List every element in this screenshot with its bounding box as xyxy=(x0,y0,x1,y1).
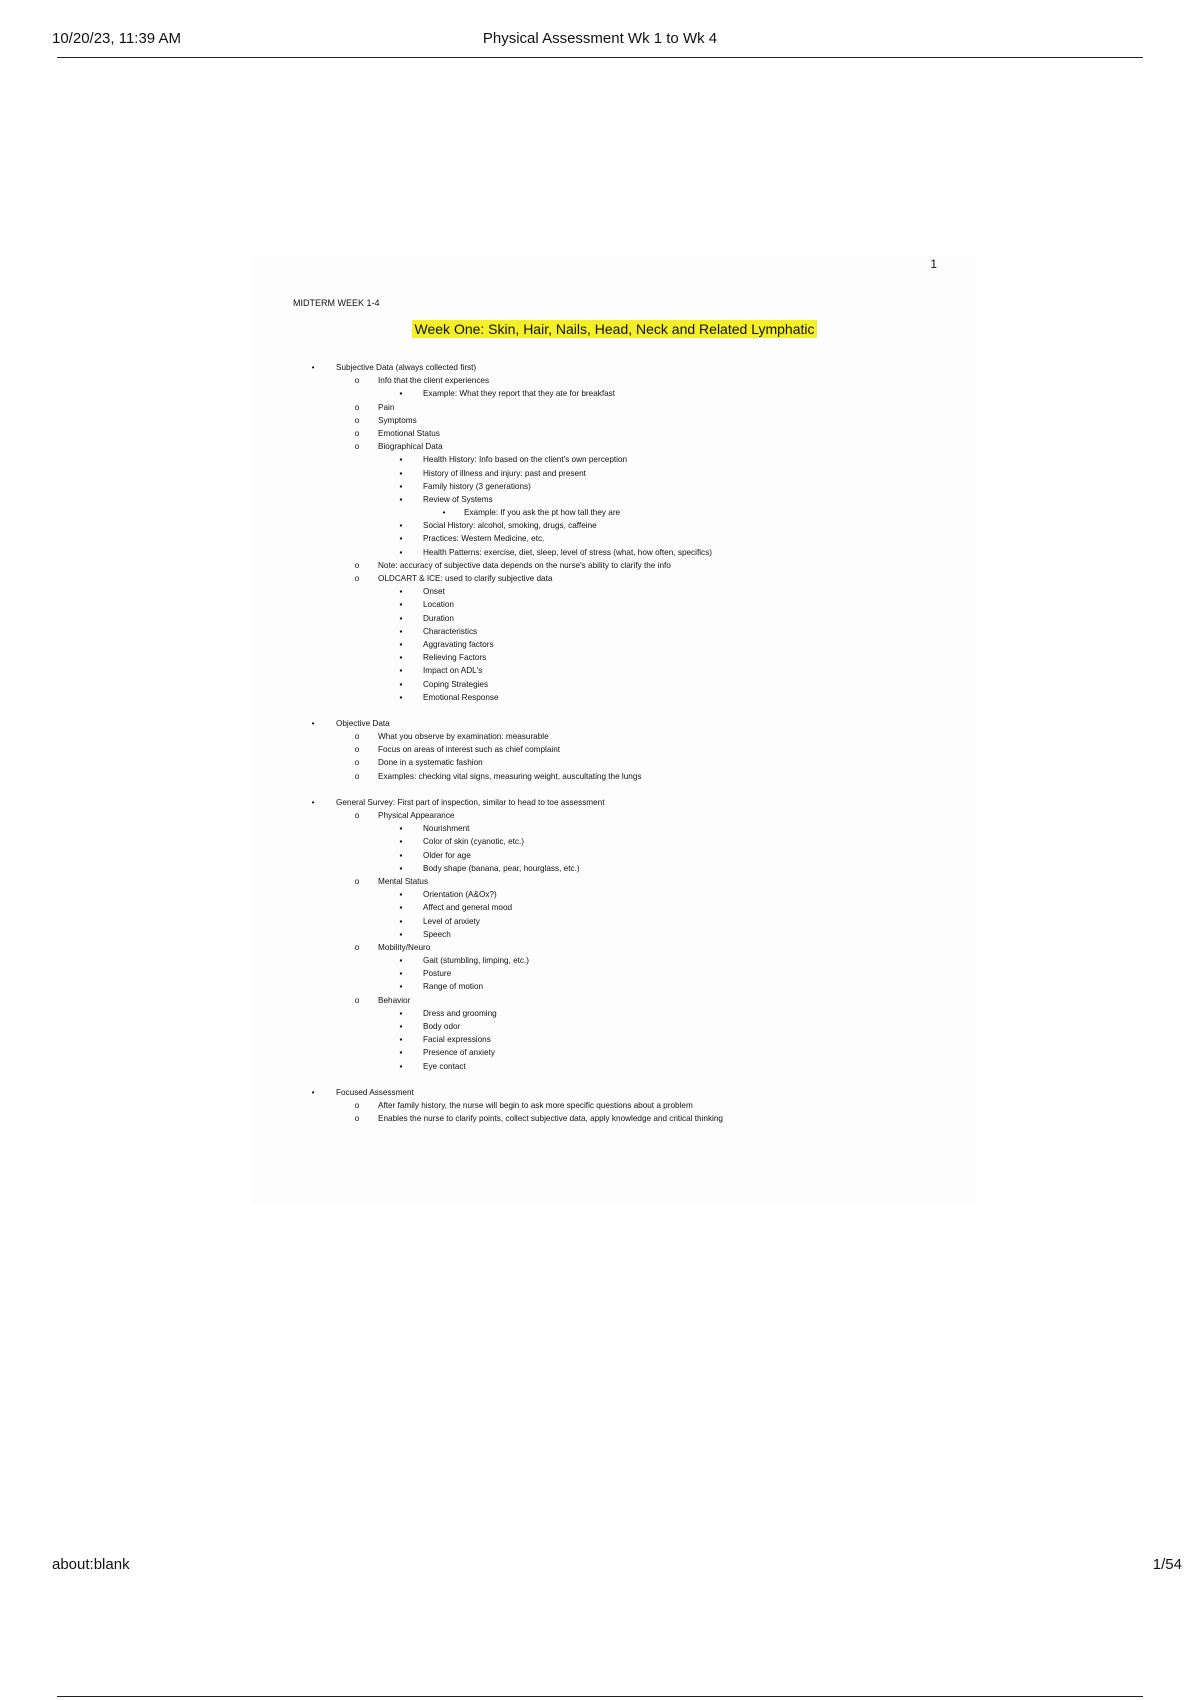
outline-item xyxy=(252,980,977,993)
bullet-marker: • xyxy=(442,508,446,518)
outline-item xyxy=(252,901,977,914)
outline-item-text: Location xyxy=(423,600,454,610)
document-page-number: 1 xyxy=(930,257,937,271)
bullet-marker: o xyxy=(354,574,360,583)
outline-item-text: Example: What they report that they ate for breakfast xyxy=(423,389,616,399)
outline-item-text: Aggravating factors xyxy=(423,639,494,649)
outline-item-text: Orientation (A&Ox?) xyxy=(423,890,497,900)
bullet-marker: o xyxy=(354,376,360,386)
outline-item xyxy=(252,796,977,809)
bullet-marker: ▪ xyxy=(399,982,403,992)
outline-item xyxy=(252,453,977,466)
outline-item-text: Facial expressions xyxy=(423,1035,491,1045)
outline-item-text: Nourishment xyxy=(423,824,470,834)
outline-item xyxy=(252,967,977,980)
bullet-marker: ▪ xyxy=(399,679,403,689)
outline-item-text: Info that the client experiences xyxy=(378,376,490,386)
outline-item-text: Review of Systems xyxy=(423,494,493,504)
outline-item xyxy=(252,1099,977,1112)
outline-item xyxy=(252,835,977,848)
bullet-marker: o xyxy=(354,771,360,781)
notes-outline xyxy=(252,361,977,1125)
outline-item xyxy=(252,809,977,822)
bullet-marker: ▪ xyxy=(399,1048,403,1058)
bullet-marker: ▪ xyxy=(399,1035,403,1045)
document-page xyxy=(252,255,977,1205)
outline-item-text: Coping Strategies xyxy=(423,679,489,689)
outline-item xyxy=(252,954,977,967)
bullet-marker: • xyxy=(311,363,315,372)
outline-item xyxy=(252,506,977,519)
outline-item xyxy=(252,915,977,928)
outline-item xyxy=(252,1086,977,1099)
outline-item xyxy=(252,440,977,453)
bullet-marker: ▪ xyxy=(399,666,403,676)
outline-item xyxy=(252,414,977,427)
outline-item-text: Examples: checking vital signs, measuring weight, auscultating the lungs xyxy=(378,771,642,781)
outline-item xyxy=(252,401,977,414)
bullet-marker: ▪ xyxy=(399,929,403,939)
bullet-marker: ▪ xyxy=(399,600,403,610)
bullet-marker: ▪ xyxy=(399,850,403,860)
bullet-marker: o xyxy=(354,942,360,952)
outline-item-text: Pain xyxy=(378,402,395,412)
bullet-marker: ▪ xyxy=(399,916,403,926)
outline-item xyxy=(252,664,977,677)
outline-item-text: OLDCART & ICE: used to clarify subjective data xyxy=(378,574,553,583)
bullet-marker: ▪ xyxy=(399,587,403,597)
bullet-marker: o xyxy=(354,1100,360,1110)
outline-item xyxy=(252,532,977,545)
outline-item xyxy=(252,572,977,585)
outline-item xyxy=(252,598,977,611)
outline-item xyxy=(252,1007,977,1020)
outline-item-text: Focused Assessment xyxy=(336,1087,414,1097)
outline-item xyxy=(252,1020,977,1033)
bullet-marker: ▪ xyxy=(399,863,403,873)
outline-item-text: Duration xyxy=(423,613,454,623)
print-datetime: 10/20/23, 11:39 AM xyxy=(52,30,181,47)
outline-item-text: Behavior xyxy=(378,995,411,1005)
bullet-marker: ▪ xyxy=(399,1022,403,1031)
outline-item-text: Eye contact xyxy=(423,1061,466,1071)
outline-item xyxy=(252,730,977,743)
outline-item xyxy=(252,941,977,954)
outline-item-text: Focus on areas of interest such as chief complaint xyxy=(378,745,561,755)
outline-item xyxy=(252,493,977,506)
print-title: Physical Assessment Wk 1 to Wk 4 xyxy=(482,30,718,47)
bullet-marker: ▪ xyxy=(399,626,403,636)
outline-item xyxy=(252,862,977,875)
outline-item-text: Health History: Info based on the client's own perception xyxy=(423,455,628,465)
outline-item xyxy=(252,612,977,625)
bullet-marker: ▪ xyxy=(399,613,403,623)
outline-item xyxy=(252,651,977,664)
header-divider xyxy=(57,57,1143,58)
bullet-marker: ▪ xyxy=(399,692,403,702)
outline-item xyxy=(252,743,977,756)
outline-item-text: History of illness and injury: past and present xyxy=(423,468,586,478)
outline-item xyxy=(252,888,977,901)
outline-item xyxy=(252,387,977,400)
bullet-marker: o xyxy=(354,876,360,886)
outline-item-text: Biographical Data xyxy=(378,442,443,452)
outline-item xyxy=(252,822,977,835)
footer-divider xyxy=(57,1696,1143,1697)
outline-item xyxy=(252,638,977,651)
outline-item xyxy=(252,374,977,387)
bullet-marker: ▪ xyxy=(399,653,403,663)
print-url: about:blank xyxy=(52,1556,130,1573)
bullet-marker: ▪ xyxy=(399,837,403,847)
outline-item-text: Body odor xyxy=(423,1022,461,1031)
bullet-marker: ▪ xyxy=(399,824,403,834)
outline-item-text: Enables the nurse to clarify points, collect subjective data, apply knowledge and critical thinking xyxy=(378,1114,723,1124)
bullet-marker: o xyxy=(354,745,360,755)
outline-item xyxy=(252,875,977,888)
bullet-marker: o xyxy=(354,442,360,452)
outline-item xyxy=(252,1033,977,1046)
outline-item xyxy=(252,427,977,440)
outline-item xyxy=(252,994,977,1007)
bullet-marker: ▪ xyxy=(399,890,403,900)
bullet-marker: ▪ xyxy=(399,639,403,649)
print-page-count: 1/54 xyxy=(1152,1556,1182,1573)
outline-item-text: After family history, the nurse will begin to ask more specific questions about a problem xyxy=(378,1100,693,1110)
outline-item-text: Physical Appearance xyxy=(378,811,455,820)
bullet-marker: ▪ xyxy=(399,481,403,491)
outline-item xyxy=(252,717,977,730)
outline-item-text: Relieving Factors xyxy=(423,653,487,663)
outline-item-text: Subjective Data (always collected first) xyxy=(336,363,477,372)
outline-item-text: General Survey: First part of inspection, similar to head to toe assessment xyxy=(336,797,605,807)
bullet-marker: ▪ xyxy=(399,547,403,557)
bullet-marker: ▪ xyxy=(399,468,403,478)
outline-item-text: Mobility/Neuro xyxy=(378,942,431,952)
outline-item-text: Speech xyxy=(423,929,451,939)
outline-item-text: Posture xyxy=(423,969,452,979)
outline-item-text: Body shape (banana, pear, hourglass, etc.) xyxy=(423,863,580,873)
outline-item-text: What you observe by examination: measurable xyxy=(378,732,549,742)
outline-item xyxy=(252,678,977,691)
outline-item-text: Emotional Status xyxy=(378,428,440,438)
outline-item-text: Emotional Response xyxy=(423,692,499,702)
outline-item xyxy=(252,585,977,598)
document-heading xyxy=(252,321,977,337)
bullet-marker: ▪ xyxy=(399,903,403,913)
outline-item xyxy=(252,756,977,769)
outline-item-text: Example: If you ask the pt how tall they are xyxy=(464,508,621,518)
outline-item-text: Dress and grooming xyxy=(423,1008,497,1018)
bullet-marker: o xyxy=(354,995,360,1005)
outline-item xyxy=(252,559,977,572)
outline-item-text: Done in a systematic fashion xyxy=(378,758,483,768)
outline-item xyxy=(252,928,977,941)
bullet-marker: ▪ xyxy=(399,534,403,544)
bullet-marker: • xyxy=(311,1087,315,1097)
bullet-marker: o xyxy=(354,402,360,412)
bullet-marker: o xyxy=(354,758,360,768)
outline-item xyxy=(252,1046,977,1059)
outline-item-text: Level of anxiety xyxy=(423,916,480,926)
bullet-marker: o xyxy=(354,428,360,438)
bullet-marker: ▪ xyxy=(399,494,403,504)
outline-item xyxy=(252,361,977,374)
bullet-marker: • xyxy=(311,797,315,807)
outline-item xyxy=(252,467,977,480)
bullet-marker: o xyxy=(354,1114,360,1124)
outline-item xyxy=(252,519,977,532)
outline-item-text: Health Patterns: exercise, diet, sleep, level of stress (what, how often, specifics) xyxy=(423,547,712,557)
bullet-marker: ▪ xyxy=(399,455,403,465)
bullet-marker: ▪ xyxy=(399,1008,403,1018)
bullet-marker: ▪ xyxy=(399,521,403,531)
outline-item-text: Onset xyxy=(423,587,445,597)
outline-item xyxy=(252,770,977,783)
outline-item-text: Characteristics xyxy=(423,626,478,636)
outline-item-text: Presence of anxiety xyxy=(423,1048,495,1058)
outline-item-text: Note: accuracy of subjective data depends on the nurse's ability to clarify the info xyxy=(378,560,671,570)
outline-item xyxy=(252,625,977,638)
document-label: MIDTERM WEEK 1-4 xyxy=(293,298,380,308)
outline-item-text: Affect and general mood xyxy=(423,903,513,913)
outline-item-text: Symptoms xyxy=(378,415,417,425)
bullet-marker: o xyxy=(354,560,360,570)
bullet-marker: ▪ xyxy=(399,969,403,979)
highlighted-heading-text: Week One: Skin, Hair, Nails, Head, Neck and Related Lymphatic xyxy=(412,320,818,338)
bullet-marker: o xyxy=(354,811,360,820)
outline-item-text: Practices: Western Medicine, etc. xyxy=(423,534,545,544)
bullet-marker: ▪ xyxy=(399,1061,403,1071)
outline-item xyxy=(252,480,977,493)
bullet-marker: o xyxy=(354,415,360,425)
outline-item-text: Family history (3 generations) xyxy=(423,481,531,491)
outline-item xyxy=(252,691,977,704)
outline-item-text: Mental Status xyxy=(378,876,429,886)
outline-item-text: Color of skin (cyanotic, etc.) xyxy=(423,837,525,847)
outline-item xyxy=(252,849,977,862)
bullet-marker: • xyxy=(311,718,315,728)
bullet-marker: ▪ xyxy=(399,956,403,966)
outline-item-text: Social History: alcohol, smoking, drugs, caffeine xyxy=(423,521,597,531)
outline-item-text: Gait (stumbling, limping, etc.) xyxy=(423,956,530,966)
outline-item-text: Older for age xyxy=(423,850,471,860)
bullet-marker: ▪ xyxy=(399,389,403,399)
outline-item xyxy=(252,1112,977,1125)
outline-item-text: Impact on ADL's xyxy=(423,666,483,676)
outline-item-text: Objective Data xyxy=(336,718,390,728)
bullet-marker: o xyxy=(354,732,360,742)
outline-item-text: Range of motion xyxy=(423,982,484,992)
outline-item xyxy=(252,1060,977,1073)
outline-item xyxy=(252,546,977,559)
